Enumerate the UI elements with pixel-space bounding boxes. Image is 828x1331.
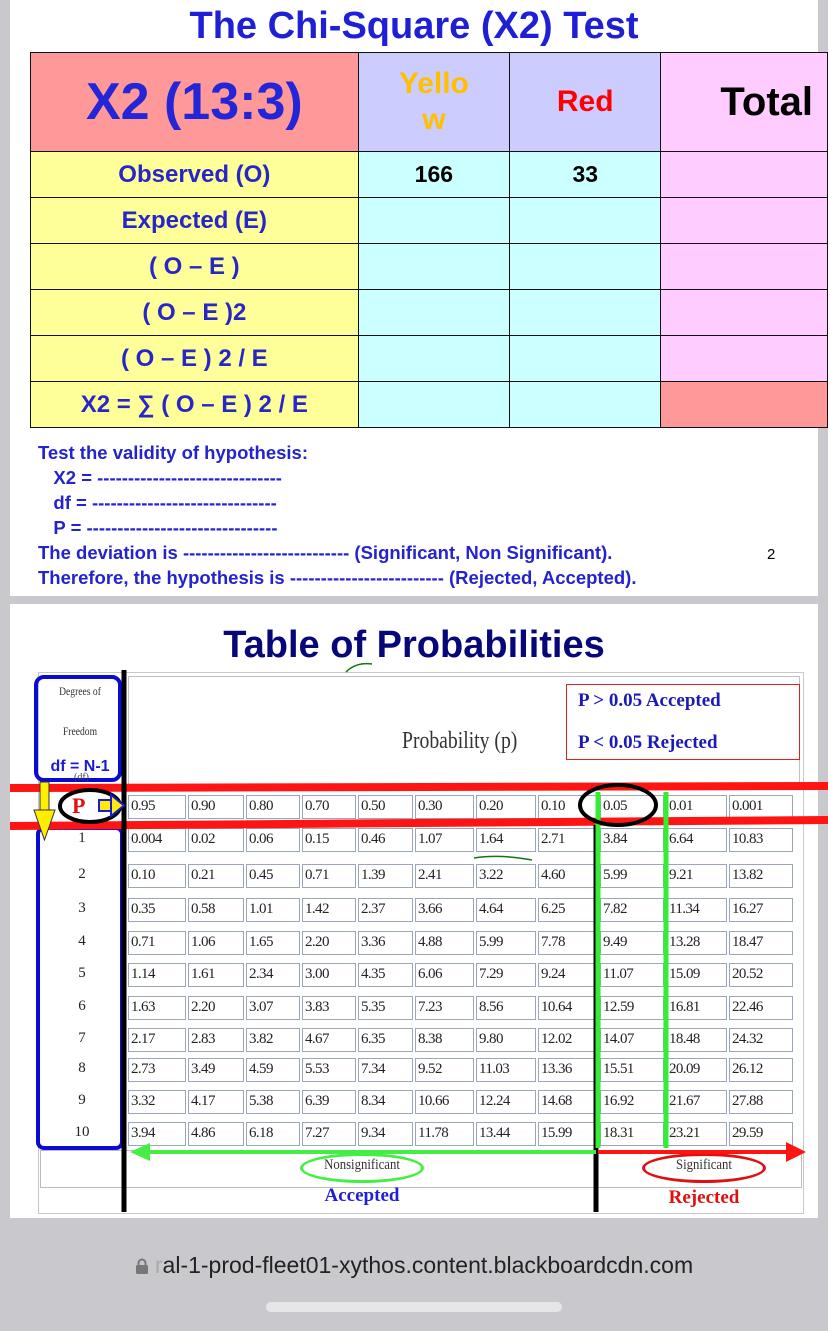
url-text[interactable] [0, 1252, 828, 1279]
red-header: Red [510, 53, 661, 152]
table-value: 7.23 [415, 996, 474, 1020]
table-value: 0.02 [188, 828, 244, 852]
table-value: 1.06 [188, 931, 244, 955]
table-value: 9.21 [666, 864, 727, 888]
table-value: 9.52 [415, 1058, 474, 1082]
table-value: 3.66 [415, 898, 474, 922]
table-value: 1.39 [358, 864, 413, 888]
table-value: 0.06 [246, 828, 300, 852]
table-value: 14.68 [538, 1090, 598, 1114]
table-value: 2.20 [302, 931, 356, 955]
rejected-arrow-head [786, 1142, 806, 1162]
table-value: 15.51 [600, 1058, 664, 1082]
table-value: 4.88 [415, 931, 474, 955]
table-value: 5.99 [600, 864, 664, 888]
table-value: 16.27 [729, 898, 793, 922]
table-value: 12.59 [600, 996, 664, 1020]
table-value: 0.15 [302, 828, 356, 852]
rejected-rule: P < 0.05 Rejected [578, 732, 718, 753]
table-value: 7.29 [476, 963, 536, 987]
table-value: 1.01 [246, 898, 300, 922]
table-value: 13.44 [476, 1122, 536, 1146]
red-line-top [10, 786, 828, 788]
red-line-bottom [10, 820, 828, 826]
table-value: 16.92 [600, 1090, 664, 1114]
table-value: 10.83 [729, 828, 793, 852]
table-value: 14.07 [600, 1028, 664, 1052]
table-value: 3.32 [128, 1090, 186, 1114]
nonsignificant-label: Nonsignificant [324, 1157, 400, 1173]
table-value: 23.21 [666, 1122, 727, 1146]
hypothesis-line: X2 = ------------------------------ [38, 467, 282, 488]
table-value: 7.82 [600, 898, 664, 922]
table-value: 9.80 [476, 1028, 536, 1052]
table-value: 0.45 [246, 864, 300, 888]
corner-cell: X2 (13:3) [31, 53, 359, 152]
df-value: 4 [78, 933, 86, 949]
table-value: 5.38 [246, 1090, 300, 1114]
probability-label: Probability (p) [402, 728, 518, 754]
row-label: ( O – E ) 2 / E [31, 336, 359, 382]
table-value: 1.64 [476, 828, 536, 852]
p-value-header: 0.01 [666, 795, 727, 819]
row-label: ( O – E ) [31, 244, 359, 290]
url-faded: r [154, 1252, 163, 1278]
table-value: 15.09 [666, 963, 727, 987]
p-marker: P [72, 793, 86, 818]
table-value: 6.64 [666, 828, 727, 852]
row-label: Expected (E) [31, 198, 359, 244]
table-value: 3.22 [476, 864, 536, 888]
p-value-header: 0.001 [729, 795, 793, 819]
table-value: 3.82 [246, 1028, 300, 1052]
dof-label-2: Freedom [62, 724, 98, 738]
table-value: 5.99 [476, 931, 536, 955]
table-value: 0.21 [188, 864, 244, 888]
table-value: 10.66 [415, 1090, 474, 1114]
table-value: 2.83 [188, 1028, 244, 1052]
table-value: 3.07 [246, 996, 300, 1020]
lock-icon [135, 1253, 149, 1269]
table-value: 8.38 [415, 1028, 474, 1052]
table-value: 16.81 [666, 996, 727, 1020]
table-value: 4.67 [302, 1028, 356, 1052]
table-value: 1.07 [415, 828, 474, 852]
home-indicator[interactable] [266, 1302, 562, 1312]
yellow-value: 166 [358, 152, 509, 198]
table-value: 11.34 [666, 898, 727, 922]
red-value: 33 [510, 152, 661, 198]
table-value: 15.99 [538, 1122, 598, 1146]
p-value-header: 0.80 [246, 795, 300, 819]
table-value: 5.35 [358, 996, 413, 1020]
table-value: 0.71 [302, 864, 356, 888]
table-value: 0.58 [188, 898, 244, 922]
table-value: 6.35 [358, 1028, 413, 1052]
table-value: 3.84 [600, 828, 664, 852]
table-value: 0.35 [128, 898, 186, 922]
table-value: 3.36 [358, 931, 413, 955]
table-value: 2.17 [128, 1028, 186, 1052]
table-value: 11.78 [415, 1122, 474, 1146]
df-value: 1 [78, 830, 86, 846]
table-value: 13.36 [538, 1058, 598, 1082]
table-value: 9.24 [538, 963, 598, 987]
df-value: 3 [78, 900, 86, 916]
df-value: 2 [78, 866, 86, 882]
table-value: 20.52 [729, 963, 793, 987]
table-value: 7.27 [302, 1122, 356, 1146]
table-value: 10.64 [538, 996, 598, 1020]
table-value: 9.49 [600, 931, 664, 955]
accepted-arrow-head [130, 1143, 150, 1161]
table-value: 11.03 [476, 1058, 536, 1082]
hypothesis-line: The deviation is --------------------------- (Significant, Non Significant). [38, 542, 613, 563]
table-value: 3.94 [128, 1122, 186, 1146]
hypothesis-line: df = ------------------------------ [38, 492, 277, 513]
table-value: 5.53 [302, 1058, 356, 1082]
table-value: 2.73 [128, 1058, 186, 1082]
hypothesis-line: Therefore, the hypothesis is ------------------------- (Rejected, Accepted). [38, 567, 637, 588]
p-value-header: 0.90 [188, 795, 244, 819]
table-value: 0.10 [128, 864, 186, 888]
table-value: 3.00 [302, 963, 356, 987]
yellow-header-line2: w [422, 103, 446, 136]
table-value: 2.71 [538, 828, 598, 852]
table-value: 8.56 [476, 996, 536, 1020]
table-value: 4.60 [538, 864, 598, 888]
table-value: 2.34 [246, 963, 300, 987]
dof-formula: df = N-1 [50, 758, 110, 775]
df-value: 8 [78, 1060, 86, 1076]
table-value: 24.32 [729, 1028, 793, 1052]
table-value: 0.71 [128, 931, 186, 955]
table-value: 6.25 [538, 898, 598, 922]
hypothesis-line: Test the validity of hypothesis: [38, 442, 309, 463]
table-value: 3.49 [188, 1058, 244, 1082]
table-value: 1.63 [128, 996, 186, 1020]
table-value: 12.02 [538, 1028, 598, 1052]
table-value: 22.46 [729, 996, 793, 1020]
table-value: 2.37 [358, 898, 413, 922]
df-value: 7 [78, 1030, 86, 1046]
p-arrow-body [99, 800, 111, 811]
table-value: 4.35 [358, 963, 413, 987]
table-value: 13.82 [729, 864, 793, 888]
table-value: 18.48 [666, 1028, 727, 1052]
df-value: 10 [74, 1124, 90, 1140]
table-value: 4.86 [188, 1122, 244, 1146]
table-value: 11.07 [600, 963, 664, 987]
table-value: 6.39 [302, 1090, 356, 1114]
hypothesis-line: P = ------------------------------- [38, 517, 278, 538]
table-value: 0.004 [128, 828, 186, 852]
table-value: 6.18 [246, 1122, 300, 1146]
accepted-label: Accepted [324, 1185, 400, 1206]
total-header: Total [661, 53, 828, 152]
row-label: Observed (O) [31, 152, 359, 198]
p-value-header: 0.50 [358, 795, 413, 819]
table-value: 4.59 [246, 1058, 300, 1082]
table-value: 1.14 [128, 963, 186, 987]
url-domain: al-1-prod-fleet01-xythos.content.blackboardcdn.com [162, 1252, 694, 1278]
table-value: 18.31 [600, 1122, 664, 1146]
table-value: 4.17 [188, 1090, 244, 1114]
table-value: 12.24 [476, 1090, 536, 1114]
table-value: 13.28 [666, 931, 727, 955]
table-value: 2.41 [415, 864, 474, 888]
green-tick-mark [346, 664, 372, 672]
slide-title: Table of Probabilities [223, 624, 605, 658]
table-value: 0.46 [358, 828, 413, 852]
p-value-header: 0.70 [302, 795, 356, 819]
p-value-header: 0.05 [600, 795, 664, 819]
p-value-header: 0.20 [476, 795, 536, 819]
p-value-header: 0.10 [538, 795, 598, 819]
row-label: X2 = ∑ ( O – E ) 2 / E [31, 382, 359, 428]
table-value: 29.59 [729, 1122, 793, 1146]
table-value: 3.83 [302, 996, 356, 1020]
df-value: 5 [78, 965, 86, 981]
df-value: 6 [78, 998, 86, 1014]
yellow-header-line1: Yello [398, 67, 469, 100]
table-value: 6.06 [415, 963, 474, 987]
table-value: 21.67 [666, 1090, 727, 1114]
accepted-rule: P > 0.05 Accepted [578, 690, 721, 711]
down-arrow-body [40, 782, 49, 812]
table-value: 27.88 [729, 1090, 793, 1114]
dof-small-label: (df) [74, 772, 89, 783]
table-value: 9.34 [358, 1122, 413, 1146]
table-value: 7.78 [538, 931, 598, 955]
row-label: ( O – E )2 [31, 290, 359, 336]
slide-title: The Chi-Square (X2) Test [189, 5, 639, 47]
table-value: 20.09 [666, 1058, 727, 1082]
table-value: 2.20 [188, 996, 244, 1020]
dof-label-1: Degrees of [59, 684, 101, 698]
table-value: 1.65 [246, 931, 300, 955]
table-value: 7.34 [358, 1058, 413, 1082]
df-value: 9 [78, 1092, 86, 1108]
table-value: 1.61 [188, 963, 244, 987]
table-value: 26.12 [729, 1058, 793, 1082]
table-value: 8.34 [358, 1090, 413, 1114]
table-value: 18.47 [729, 931, 793, 955]
page-number: 2 [767, 546, 776, 563]
p-value-header: 0.95 [128, 795, 186, 819]
significant-label: Significant [676, 1157, 732, 1173]
rejected-label: Rejected [668, 1187, 740, 1208]
p-value-header: 0.30 [415, 795, 474, 819]
green-underline-mark [474, 856, 532, 860]
table-value: 4.64 [476, 898, 536, 922]
table-value: 1.42 [302, 898, 356, 922]
